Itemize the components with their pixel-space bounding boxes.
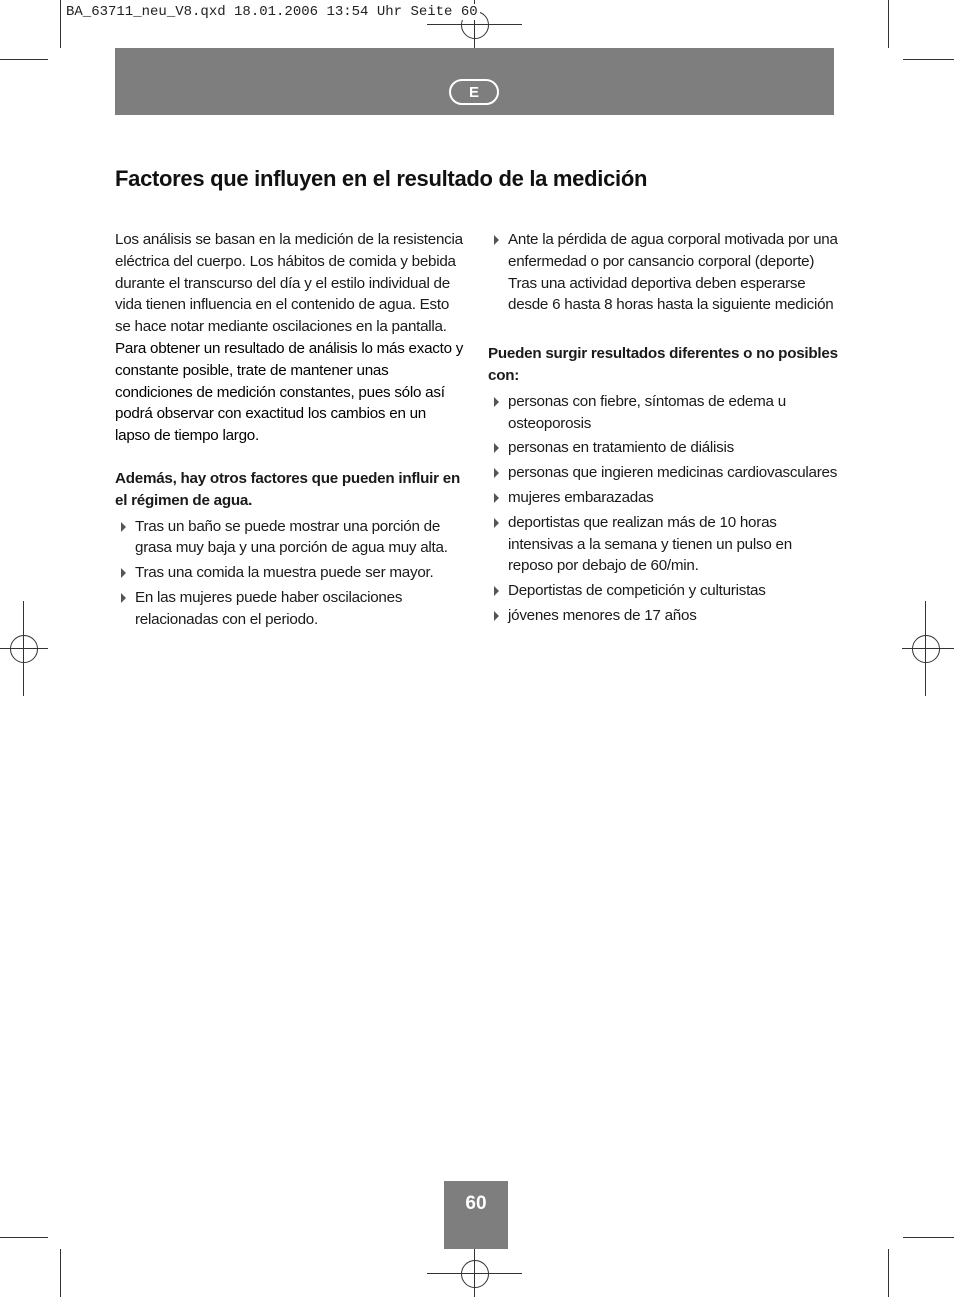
list-item: [488, 580, 838, 602]
crop-mark: [888, 1249, 889, 1297]
list-item-text: Tras una comida la muestra puede ser mayor.: [135, 564, 434, 582]
list-item: [488, 437, 838, 459]
registration-mark: [461, 1260, 489, 1288]
intro-paragraph: [115, 229, 465, 447]
page-number: 60: [444, 1181, 508, 1249]
list-item-text: En las mujeres puede haber oscilaciones relacionadas con el periodo.: [135, 588, 403, 628]
list-item: [115, 587, 465, 631]
crop-mark: [0, 59, 48, 60]
list-item-text: personas en tratamiento de diálisis: [508, 439, 734, 457]
right-bullet-list: [488, 391, 838, 627]
crop-mark: [903, 1237, 954, 1238]
left-column: [115, 229, 465, 634]
registration-mark: [912, 635, 940, 663]
list-item-text: personas con fiebre, síntomas de edema u osteoporosis: [508, 392, 786, 432]
bullet-arrow-icon: [121, 593, 126, 603]
bullet-arrow-icon: [494, 397, 499, 407]
list-item: [488, 605, 838, 627]
right-column: [488, 229, 838, 630]
bullet-arrow-icon: [494, 611, 499, 621]
right-top-bullet-list: [488, 229, 838, 316]
list-item-text: deportistas que realizan más de 10 horas intensivas a la semana y tienen un pulso en reposo por debajo de 60/min.: [508, 513, 792, 575]
crop-mark: [60, 0, 61, 48]
list-item-text: Tras un baño se puede mostrar una porción de grasa muy baja y una porción de agua muy alta.: [135, 517, 448, 557]
language-badge: E: [449, 79, 499, 105]
list-item: [488, 229, 838, 316]
left-bullet-list: [115, 516, 465, 631]
bullet-arrow-icon: [121, 568, 126, 578]
crop-mark: [888, 0, 889, 48]
crop-mark: [60, 1249, 61, 1297]
bullet-arrow-icon: [494, 518, 499, 528]
registration-mark: [10, 635, 38, 663]
bullet-arrow-icon: [494, 468, 499, 478]
list-item: [115, 562, 465, 584]
list-item: [115, 516, 465, 560]
list-item-text: jóvenes menores de 17 años: [508, 606, 697, 624]
list-item: [488, 512, 838, 577]
bullet-arrow-icon: [121, 522, 126, 532]
bullet-arrow-icon: [494, 235, 499, 245]
list-item-text: Deportistas de competición y culturistas: [508, 582, 766, 600]
crop-mark: [903, 59, 954, 60]
bullet-arrow-icon: [494, 443, 499, 453]
intro-emphasis: Para obtener un resultado de análisis lo más exacto y constante posible, trate de mantener unas condiciones de medición constantes, pues sólo así podrá observar con exactitud los cambios en un lapso de tiempo largo.: [115, 339, 464, 445]
list-item: [488, 391, 838, 435]
intro-text: Los análisis se basan en la medición de la resistencia eléctrica del cuerpo. Los hábitos de comida y bebida durante el transcurso del día y el estilo individual de vida tienen influencia en el contenido de agua. Esto se hace notar mediante oscilaciones en la pantalla.: [115, 231, 463, 336]
right-subheading: Pueden surgir resultados diferentes o no posibles con:: [488, 345, 838, 384]
list-item: [488, 487, 838, 509]
left-subheading: Además, hay otros factores que pueden influir en el régimen de agua.: [115, 469, 460, 509]
bullet-arrow-icon: [494, 586, 499, 596]
list-item-text: mujeres embarazadas: [508, 488, 654, 506]
crop-mark: [0, 1237, 48, 1238]
list-item: [488, 462, 838, 484]
page-title: Factores que influyen en el resultado de la medición: [115, 166, 648, 191]
list-item-text: personas que ingieren medicinas cardiovasculares: [508, 464, 838, 482]
print-slug: BA_63711_neu_V8.qxd 18.01.2006 13:54 Uhr Seite 60: [66, 4, 478, 20]
bullet-arrow-icon: [494, 493, 499, 503]
list-item-text: Ante la pérdida de agua corporal motivada por una enfermedad o por cansancio corporal (deporte) Tras una actividad deportiva deben esperarse desde 6 hasta 8 horas hasta la siguiente medición: [508, 231, 838, 314]
